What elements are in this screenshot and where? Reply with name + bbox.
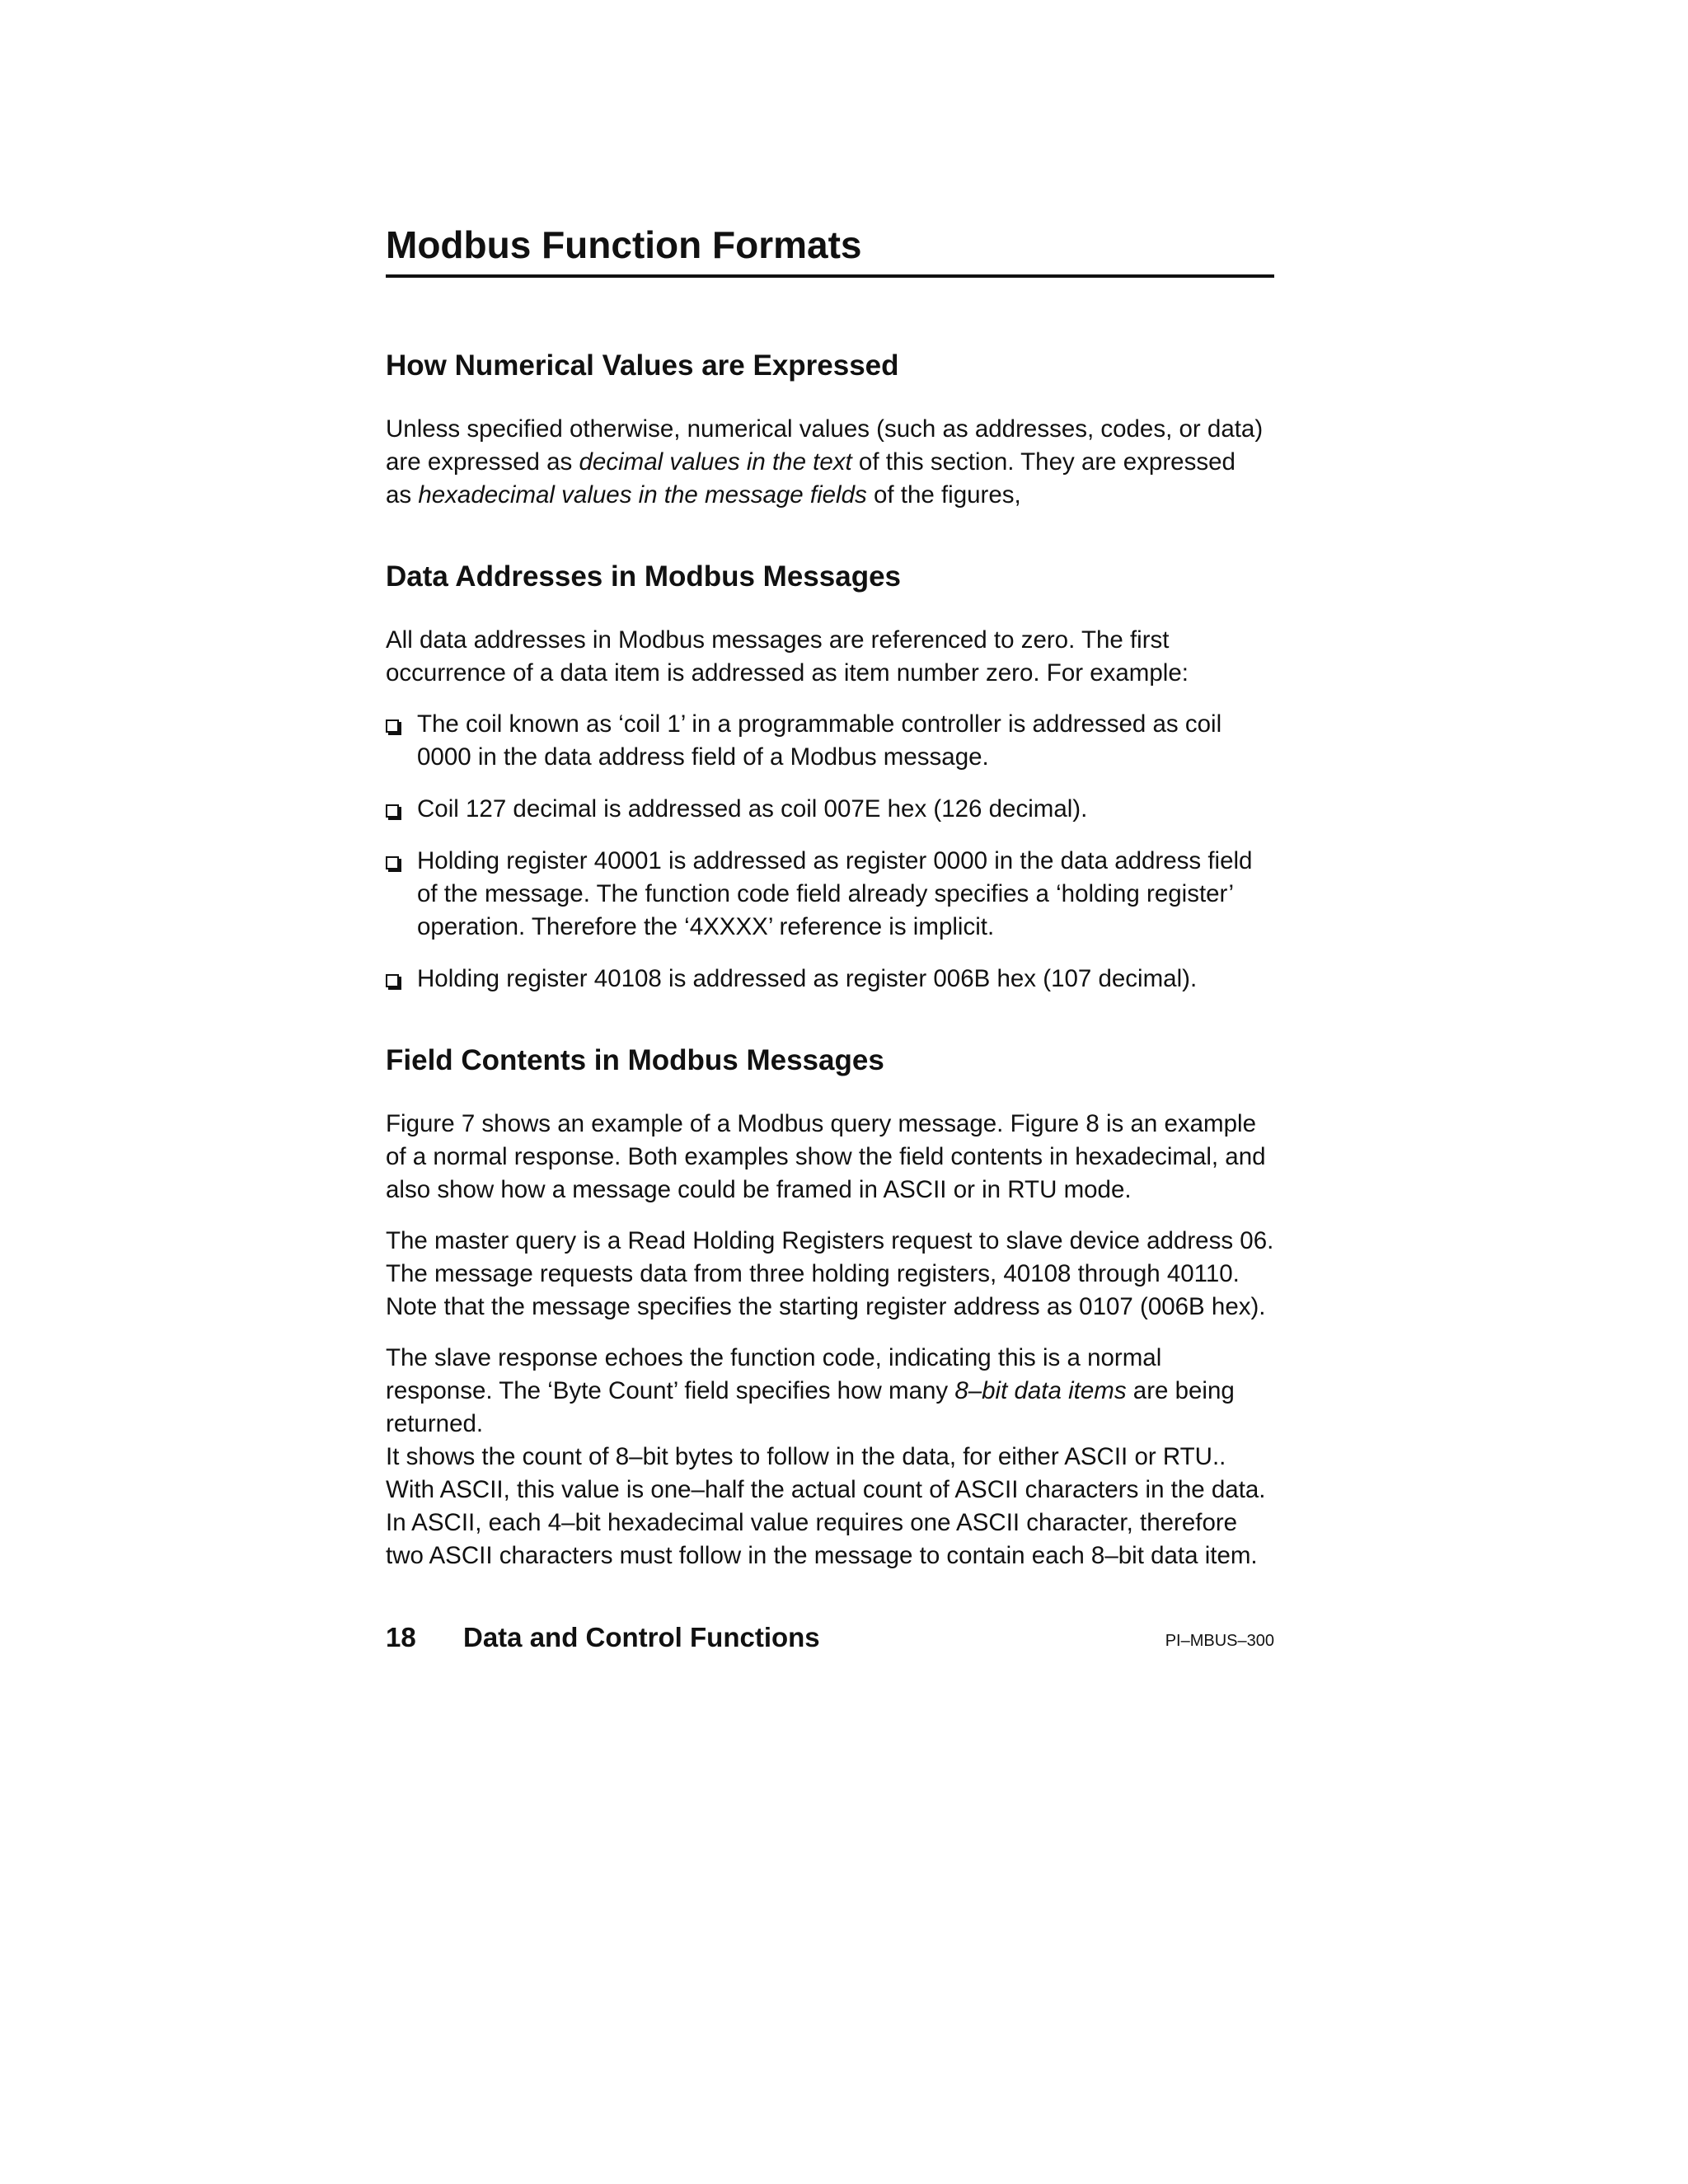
list-item [386, 708, 1284, 774]
box-bullet-icon [386, 974, 399, 987]
text-line: The master query is a Read Holding Registers request to slave device address 06. [386, 1227, 1274, 1255]
text-line: operation. Therefore the ‘4XXXX’ reference is implicit. [417, 913, 995, 941]
text-run: of this section. They are expressed [851, 448, 1236, 476]
list-item [386, 845, 1284, 944]
text-line: of the message. The function code field already specifies a ‘holding register’ [417, 880, 1235, 908]
section-title-addresses: Data Addresses in Modbus Messages [386, 560, 902, 593]
text-line: The message requests data from three holding registers, 40108 through 40110. [386, 1260, 1240, 1288]
text-line: Coil 127 decimal is addressed as coil 007E hex (126 decimal). [417, 795, 1088, 823]
page-content [386, 223, 1284, 1620]
list-item [386, 963, 1284, 996]
text-line: of a normal response. Both examples show the field contents in hexadecimal, and [386, 1143, 1266, 1171]
footer-chapter-title: Data and Control Functions [463, 1622, 820, 1652]
text-line: returned. [386, 1410, 484, 1438]
section-title-fields: Field Contents in Modbus Messages [386, 1044, 884, 1077]
text-line: It shows the count of 8–bit bytes to follow in the data, for either ASCII or RTU.. [386, 1443, 1226, 1471]
text-line: The slave response echoes the function code, indicating this is a normal [386, 1344, 1162, 1372]
text-run: of the figures, [866, 481, 1021, 509]
text-line [386, 446, 1284, 479]
text-run: are expressed as [386, 448, 579, 476]
text-line: two ASCII characters must follow in the message to contain each 8–bit data item. [386, 1542, 1258, 1570]
text-line: In ASCII, each 4–bit hexadecimal value requires one ASCII character, therefore [386, 1509, 1238, 1537]
text-line: Figure 7 shows an example of a Modbus query message. Figure 8 is an example [386, 1110, 1256, 1138]
box-bullet-icon [386, 856, 399, 869]
section-numerical-values [386, 349, 1284, 512]
chapter-title: Modbus Function Formats [386, 223, 862, 266]
box-bullet-icon [386, 804, 399, 818]
text-line: Holding register 40108 is addressed as register 006B hex (107 decimal). [417, 965, 1198, 993]
page-number: 18 [386, 1622, 416, 1652]
section-field-contents [386, 1043, 1284, 1572]
box-bullet-icon [386, 719, 399, 733]
text-line [386, 1375, 1284, 1408]
list-item [386, 793, 1284, 826]
fields-paragraph-2 [386, 1225, 1284, 1324]
page-footer [386, 1622, 1274, 1663]
text-line: Holding register 40001 is addressed as register 0000 in the data address field [417, 847, 1253, 875]
emphasis-text: decimal values in the text [579, 448, 852, 476]
section-title-numerical: How Numerical Values are Expressed [386, 349, 899, 382]
text-line: All data addresses in Modbus messages are referenced to zero. The first [386, 626, 1170, 654]
text-line: occurrence of a data item is addressed as item number zero. For example: [386, 659, 1189, 687]
text-line [386, 479, 1284, 512]
numerical-paragraph [386, 413, 1284, 512]
fields-paragraph-3 [386, 1342, 1284, 1572]
text-run: response. The ‘Byte Count’ field specifies how many [386, 1377, 955, 1405]
text-run: are being [1126, 1377, 1235, 1405]
text-line: 0000 in the data address field of a Modbus message. [417, 743, 989, 771]
text-run: as [386, 481, 419, 509]
text-line: With ASCII, this value is one–half the actual count of ASCII characters in the data. [386, 1476, 1266, 1504]
fields-paragraph-1 [386, 1108, 1284, 1207]
address-examples-list [386, 708, 1284, 996]
text-line: The coil known as ‘coil 1’ in a programmable controller is addressed as coil [417, 710, 1222, 738]
addresses-paragraph [386, 624, 1284, 690]
section-data-addresses [386, 560, 1284, 996]
text-line: Unless specified otherwise, numerical values (such as addresses, codes, or data) [386, 415, 1264, 443]
text-line: also show how a message could be framed in ASCII or in RTU mode. [386, 1176, 1132, 1204]
chapter-title-rule [386, 274, 1274, 278]
emphasis-text: hexadecimal values in the message fields [418, 481, 867, 509]
emphasis-text: 8–bit data items [954, 1377, 1127, 1405]
document-id: PI–MBUS–300 [1165, 1632, 1274, 1650]
text-line: Note that the message specifies the starting register address as 0107 (006B hex). [386, 1293, 1266, 1321]
